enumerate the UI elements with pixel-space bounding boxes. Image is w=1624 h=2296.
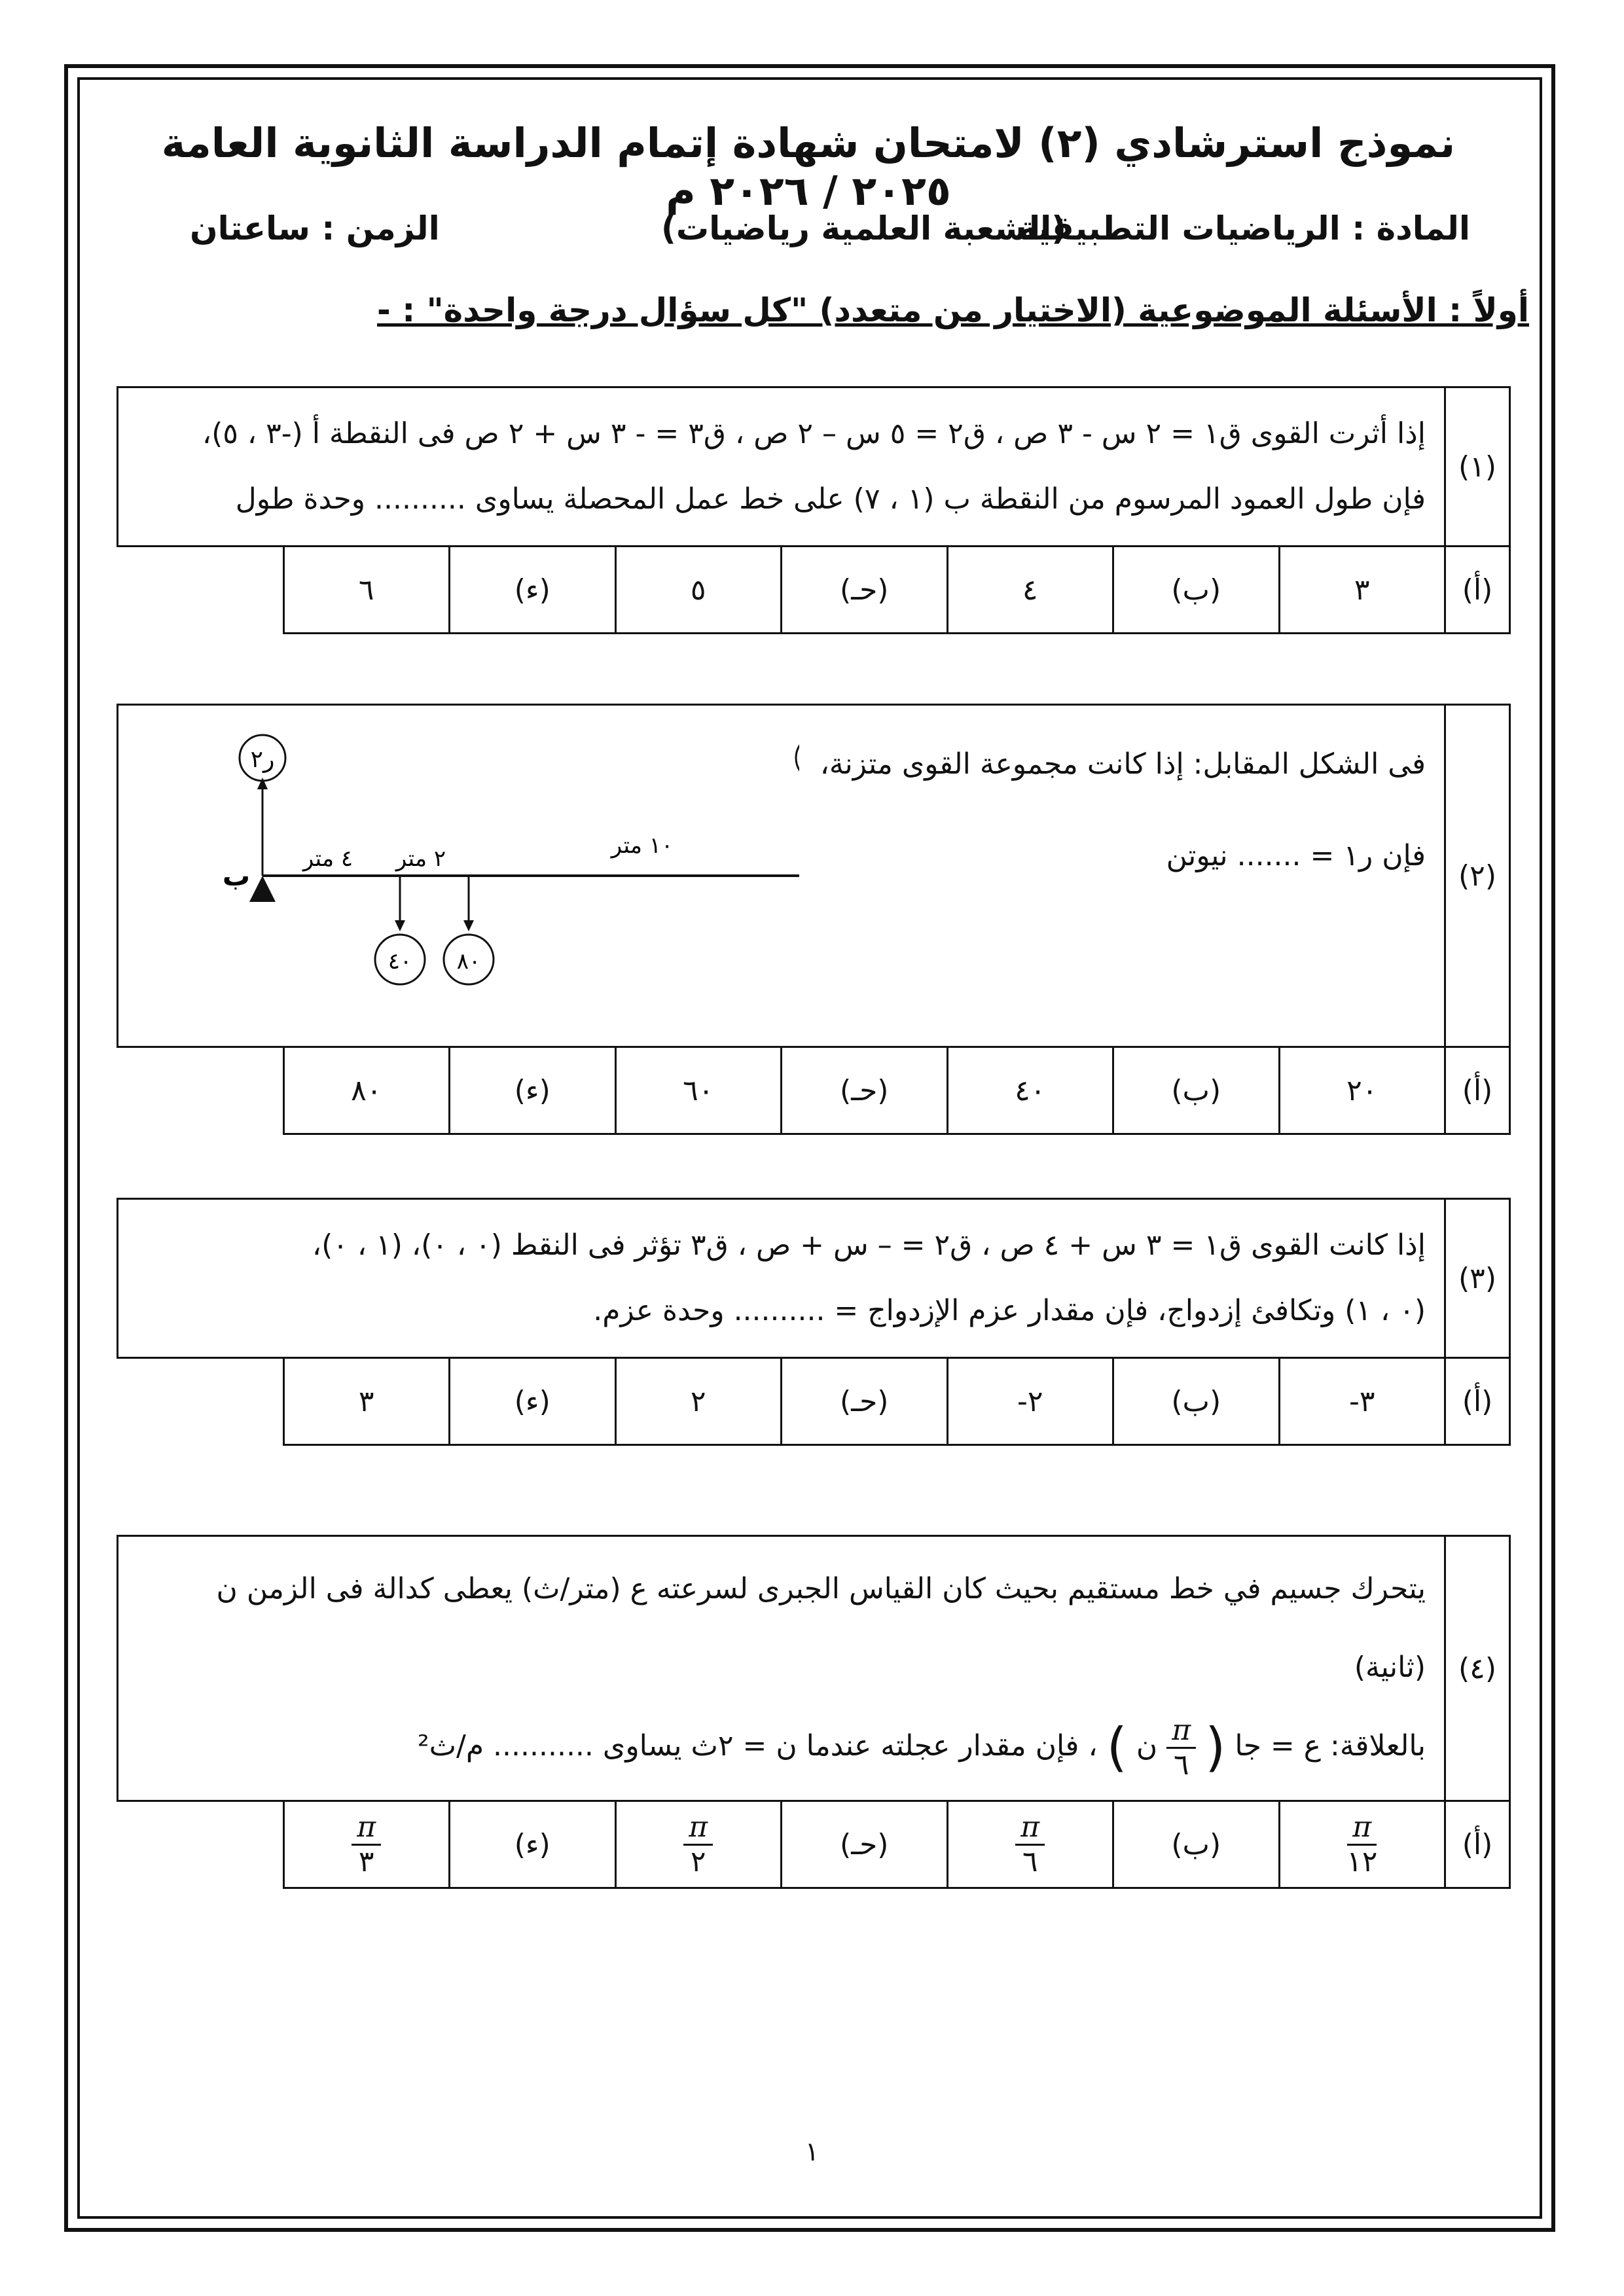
option-a-numerator: π: [1347, 1811, 1377, 1846]
weight-80-label: ٨٠: [456, 948, 481, 975]
option-a[interactable]: ٣: [1279, 547, 1445, 634]
time-label: الزمن : ساعتان: [190, 209, 440, 247]
question-1: [117, 386, 1511, 634]
option-d-denominator: ٣: [358, 1844, 374, 1878]
close-paren-glyph: ): [1106, 1717, 1127, 1778]
stem-line-2: فإن ر١ = ....... نيوتن: [1166, 839, 1426, 872]
stem-line-1: فى الشكل المقابل: إذا كانت مجموعة القوى متزنة،: [820, 747, 1426, 781]
option-label-a: (أ): [1445, 1047, 1510, 1134]
option-label-a: (أ): [1445, 1801, 1510, 1888]
option-b[interactable]: [947, 1801, 1113, 1888]
subject-label: المادة : الرياضيات التطبيقية: [1018, 209, 1470, 247]
option-a[interactable]: ٢٠: [1279, 1047, 1445, 1134]
question-4: [117, 1535, 1511, 1889]
fraction-numerator: π: [1166, 1714, 1196, 1749]
question-stem: [118, 387, 1445, 547]
page-number: ١: [804, 2137, 820, 2167]
option-label-c: (حـ): [782, 1801, 948, 1888]
question-number: (٤): [1445, 1536, 1510, 1801]
option-label-d: (ء): [450, 1801, 616, 1888]
distance-label-1: ١٠ متر: [611, 833, 674, 859]
option-label-a: (أ): [1445, 1358, 1510, 1445]
fraction-denominator: ٦: [1173, 1748, 1189, 1782]
stem-line-2-end: ، فإن مقدار عجلته عندما ن = ٢ث يساوى ........... م/ث²: [417, 1729, 1098, 1763]
option-label-d: (ء): [450, 1358, 616, 1445]
question-number: (٣): [1445, 1199, 1510, 1358]
question-stem: [118, 1199, 1445, 1358]
open-paren-glyph: (: [1205, 1717, 1226, 1778]
option-d[interactable]: ٦: [283, 547, 450, 634]
option-label-c: (حـ): [782, 1047, 948, 1134]
stem-line-1: إذا أثرت القوى ق١ = ٢ س - ٣ ص ، ق٢ = ٥ س – ٢ ص ، ق٣ = - ٣ س + ٢ ص فى النقطة أ (-٣ ، ٥)،: [202, 417, 1426, 450]
question-number: (٢): [1445, 705, 1510, 1047]
stem-variable: ن: [1136, 1729, 1158, 1763]
stem-line-2: فإن طول العمود المرسوم من النقطة ب (١ ، ٧) على خط عمل المحصلة يساوى .......... وحدة طول: [235, 482, 1426, 516]
option-label-c: (حـ): [782, 1358, 948, 1445]
stem-fraction: [1166, 1714, 1196, 1782]
force-r2-label: ر٢: [250, 746, 275, 773]
option-label-b: (ب): [1113, 1801, 1280, 1888]
option-b[interactable]: ٤٠: [947, 1047, 1113, 1134]
option-label-a: (أ): [1445, 547, 1510, 634]
option-c-denominator: ٢: [690, 1844, 706, 1878]
option-b[interactable]: ٢-: [947, 1358, 1113, 1445]
stem-line-2: [137, 1707, 1426, 1787]
option-label-d: (ء): [450, 1047, 616, 1134]
option-d[interactable]: [283, 1801, 450, 1888]
option-label-c: (حـ): [782, 547, 948, 634]
question-number: (١): [1445, 387, 1510, 547]
stem-line-2-start: بالعلاقة: ع = جا: [1235, 1729, 1426, 1763]
option-d[interactable]: ٣: [283, 1358, 450, 1445]
stem-line-1: يتحرك جسيم في خط مستقيم بحيث كان القياس الجبرى لسرعته ع (متر/ث) يعطى كدالة فى الزمن ن (ثانية): [216, 1572, 1426, 1684]
question-2: [117, 704, 1511, 1135]
weight-40-label: ٤٠: [388, 948, 412, 975]
distance-label-2: ٢ متر: [395, 846, 446, 872]
support-b: [249, 876, 276, 902]
force-r1-circle: [796, 735, 799, 781]
option-b-denominator: ٦: [1022, 1844, 1038, 1878]
option-b[interactable]: ٤: [947, 547, 1113, 634]
option-label-b: (ب): [1113, 1358, 1280, 1445]
option-d[interactable]: ٨٠: [283, 1047, 450, 1134]
option-c[interactable]: ٢: [615, 1358, 782, 1445]
option-c-numerator: π: [683, 1811, 713, 1846]
option-c[interactable]: ٦٠: [615, 1047, 782, 1134]
exam-title: نموذج استرشادي (٢) لامتحان شهادة إتمام الدراسة الثانوية العامة ٢٠٢٥ / ٢٠٢٦ م: [161, 119, 1456, 215]
option-c[interactable]: ٥: [615, 547, 782, 634]
option-label-d: (ء): [450, 547, 616, 634]
beam-diagram: [145, 712, 799, 1039]
option-d-numerator: π: [352, 1811, 381, 1846]
option-label-b: (ب): [1113, 1047, 1280, 1134]
option-label-b: (ب): [1113, 547, 1280, 634]
branch-label: (الشعبة العلمية رياضيات): [661, 209, 1067, 247]
weight-80-arrow: [463, 920, 474, 931]
stem-line-2: (٠ ، ١) وتكافئ إزدواج، فإن مقدار عزم الإزدواج = .......... وحدة عزم.: [593, 1294, 1426, 1327]
point-b-label: ب: [222, 860, 251, 892]
option-a[interactable]: [1279, 1801, 1445, 1888]
option-a-denominator: ١٢: [1346, 1844, 1378, 1878]
section-heading: أولاً : الأسئلة الموضوعية (الاختيار من متعدد) "كل سؤال درجة واحدة" : -: [377, 291, 1529, 329]
question-stem: [118, 1536, 1445, 1801]
weight-40-arrow: [395, 920, 405, 931]
force-r2-arrow: [257, 778, 268, 789]
question-3: [117, 1198, 1511, 1446]
option-b-numerator: π: [1015, 1811, 1045, 1846]
option-a[interactable]: ٣-: [1279, 1358, 1445, 1445]
question-stem: [118, 705, 1445, 1047]
option-c[interactable]: [615, 1801, 782, 1888]
distance-label-3: ٤ متر: [302, 846, 353, 872]
stem-line-1: إذا كانت القوى ق١ = ٣ س + ٤ ص ، ق٢ = – س + ص ، ق٣ تؤثر فى النقط (٠ ، ٠)، (١ ، ٠)،: [312, 1229, 1426, 1262]
